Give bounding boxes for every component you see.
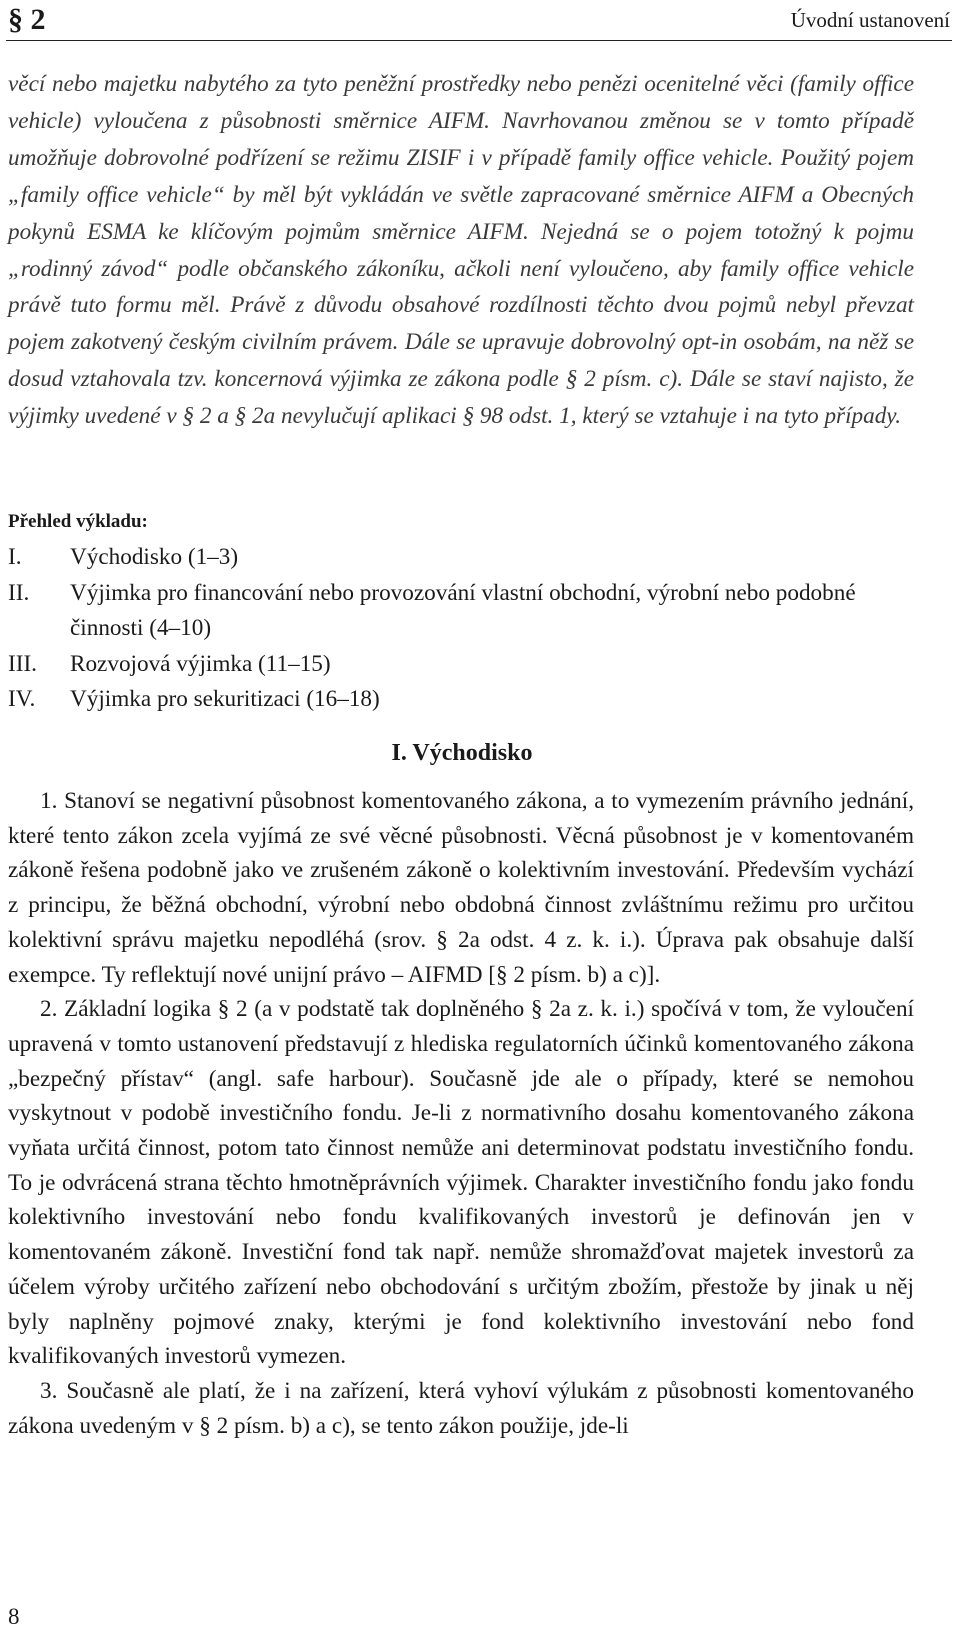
overview-item-number: IV. — [8, 686, 36, 713]
overview-list — [8, 540, 918, 718]
section-heading: I. Východisko — [391, 740, 533, 766]
overview-item-text: Výjimka pro financování nebo provozování vlastní obchodní, výrobní nebo podobné činnosti (4–10) — [70, 579, 856, 642]
overview-item-number: II. — [8, 579, 30, 606]
overview-item — [8, 576, 918, 647]
overview-item — [8, 540, 918, 576]
overview-title: Přehled výkladu: — [8, 511, 148, 532]
section-mark: § 2 — [8, 3, 46, 36]
running-header — [6, 0, 952, 42]
overview-section — [8, 508, 918, 718]
overview-item-text: Rozvojová výjimka (11–15) — [70, 650, 331, 677]
header-rule — [6, 40, 952, 41]
body-paragraph-2: 2. Základní logika § 2 (a v podstatě tak doplněného § 2a z. k. i.) spočívá v tom, že vyloučení upravená v tomto ustanovení představují z hlediska regulatorních účinků komentovaného zákona „bezpečný přístav“ (angl. safe harbour). Současně jde ale o případy, které se nemohou vyskytnout v podobě investičního fondu. Je-li z normativního dosahu komentovaného zákona vyňata určitá činnost, potom tato činnost nemůže ani determinovat podstatu investičního fondu. To je odvrácená strana těchto hmotněprávních výjimek. Charakter investičního fondu jako fondu kolektivního investování nebo fondu kvalifikovaných investorů je definován jen v komentovaném zákoně. Investiční fond tak např. nemůže shromažďovat majetek investorů za účelem výroby určitého zařízení nebo obchodování s určitým zbožím, přestože by jinak u něj byly naplněny pojmové znaky, kterými je fond kolektivního investování nebo fond kvalifikovaných investorů vymezen. — [8, 996, 914, 1370]
body-text — [8, 784, 914, 1443]
overview-item — [8, 647, 918, 683]
overview-item-number: I. — [8, 544, 22, 570]
running-title: Úvodní ustanovení — [790, 8, 950, 32]
body-paragraph-1: 1. Stanoví se negativní působnost komentovaného zákona, a to vymezením právního jednání, které tento zákon zcela vyjímá ze své věcné působnosti. Věcná působnost je v komentovaném zákoně řešena podobně jako ve zrušeném zákoně o kolektivním investování. Především vychází z principu, že běžná obchodní, výrobní nebo obdobná činnost zvláštnímu režimu pro určitou kolektivní správu majetku nepodléhá (srov. § 2a odst. 4 z. k. i.). Úprava pak obsahuje další exempce. Ty reflektují nové unijní právo – AIFMD [§ 2 písm. b) a c)]. — [8, 788, 914, 988]
intro-paragraph: věcí nebo majetku nabytého za tyto peněžní prostředky nebo penězi ocenitelné věci (family office vehicle) vyloučena z působnosti směrnice AIFM. Navrhovanou změnou se v tomto případě umožňuje dobrovolné podřízení se režimu ZISIF i v případě family office vehicle. Použitý pojem „family office vehicle“ by měl být vykládán ve světle zapracované směrnice AIFM a Obecných pokynů ESMA ke klíčovým pojmům směrnice AIFM. Nejedná se o pojem totožný k pojmu „rodinný závod“ podle občanského zákoníku, ačkoli není vyloučeno, aby family office vehicle právě tuto formu měl. Právě z důvodu obsahové rozdílnosti těchto dvou pojmů nebyl převzat pojem zakotvený českým civilním právem. Dále se upravuje dobrovolný opt-in osobám, na něž se dosud vztahovala tzv. koncernová výjimka ze zákona podle § 2 písm. c). Dále se staví najisto, že výjimky uvedené v § 2 a § 2a nevylučují aplikaci § 98 odst. 1, který se vztahuje i na tyto případy. — [8, 71, 914, 430]
overview-item-text: Východisko (1–3) — [70, 544, 239, 570]
overview-item — [8, 682, 918, 718]
body-paragraph-3: 3. Současně ale platí, že i na zařízení, která vyhoví výlukám z působnosti komentovaného zákona uvedeným v § 2 písm. b) a c), se tento zákon použije, jde-li — [8, 1377, 914, 1439]
overview-item-number: III. — [8, 650, 37, 677]
page-number: 8 — [8, 1604, 20, 1629]
overview-item-text: Výjimka pro sekuritizaci (16–18) — [70, 686, 380, 713]
